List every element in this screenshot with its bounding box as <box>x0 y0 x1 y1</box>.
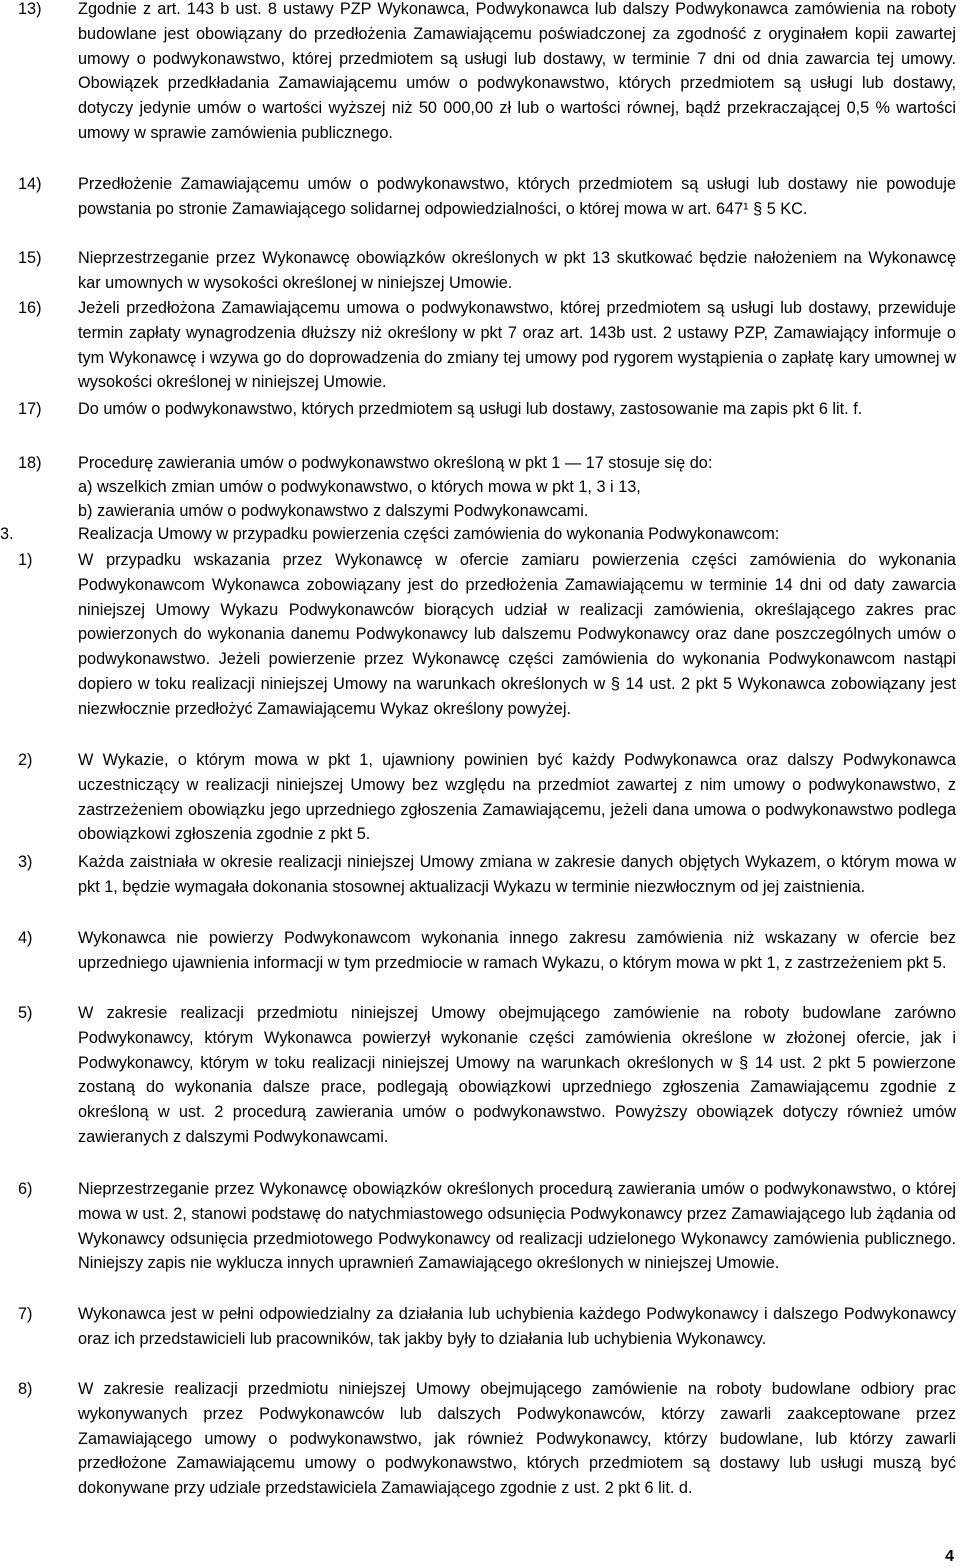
item-number: 6) <box>18 1180 33 1198</box>
item-number: 14) <box>18 175 42 193</box>
item-text: Nieprzestrzeganie przez Wykonawcę obowiązków określonych procedurą zawierania umów o podwykonawstwo, o której mowa w ust. 2, stanowi podstawę do natychmiastowego odsunięcia Podwykonawcy przez Zamawiającego lub żądania od Wykonawcy odsunięcia przedmiotowego Podwykonawcy od realizacji udzielonego Wykonawcy zamówienia publicznego. Niniejszy zapis nie wyklucza innych uprawnień Zamawiającego określonych w niniejszej Umowie. <box>78 1180 956 1273</box>
sec3-item-5 <box>18 1001 956 1150</box>
item-number: 18) <box>18 454 42 472</box>
list-item-15 <box>18 246 956 296</box>
sub-item-a: a) wszelkich zmian umów o podwykonawstwo, o których mowa w pkt 1, 3 i 13, <box>78 478 641 496</box>
sec3-item-8 <box>18 1377 956 1501</box>
item-text: Zgodnie z art. 143 b ust. 8 ustawy PZP Wykonawca, Podwykonawca lub dalszy Podwykonawca zamówienia na roboty budowlane jest obowiązany do przedłożenia Zamawiającemu poświadczonej za zgodność z oryginałem kopii zawartej umowy o podwykonawstwo, której przedmiotem są usługi lub dostawy, w terminie 7 dni od dnia zawarcia tej umowy. Obowiązek przedkładania Zamawiającemu umów o podwykonawstwo, których przedmiotem są usługi lub dostawy, dotyczy jedynie umów o wartości wyższej niż 50 000,00 zł lub o wartości równej, bądź przekraczającej 0,5 % wartości umowy w sprawie zamówienia publicznego. <box>78 0 956 142</box>
item-number: 5) <box>18 1004 33 1022</box>
section-title: Realizacja Umowy w przypadku powierzenia części zamówienia do wykonania Podwykonawcom: <box>78 525 780 543</box>
item-number: 2) <box>18 751 33 769</box>
list-item-14 <box>18 172 956 222</box>
item-text: W zakresie realizacji przedmiotu niniejszej Umowy obejmującego zamówienie na roboty budowlane zarówno Podwykonawcy, którym Wykonawca powierzył wykonanie części zamówienia określone w złożonej ofercie, jak i Podwykonawcy, którym w toku realizacji niniejszej Umowy na warunkach określonych w § 14 ust. 2 pkt 5 powierzone zostaną do wykonania dalsze prace, podlegają obowiązkowi uprzedniego zgłoszenia Zamawiającemu zgodnie z określoną w ust. 2 procedurą zawierania umów o podwykonawstwo. Powyższy obowiązek dotyczy również umów zawieranych z dalszymi Podwykonawcami. <box>78 1004 956 1146</box>
sec3-item-1 <box>18 548 956 722</box>
sec3-item-4 <box>18 926 956 976</box>
item-number: 17) <box>18 400 42 418</box>
item-text: Wykonawca nie powierzy Podwykonawcom wykonania innego zakresu zamówienia niż wskazany w ofercie bez uprzedniego ujawnienia informacji w tym przedmiocie w ramach Wykazu, o którym mowa w pkt 1, z zastrzeżeniem pkt 5. <box>78 929 956 972</box>
item-text: W Wykazie, o którym mowa w pkt 1, ujawniony powinien być każdy Podwykonawca oraz dalszy Podwykonawca uczestniczący w realizacji niniejszej Umowy bez względu na przedmiot zawartej z nim umowy o podwykonawstwo, z zastrzeżeniem obowiązku jego uprzedniego zgłoszenia Zamawiającemu, jeżeli dana umowa o podwykonawstwo podlega obowiązkowi zgłoszenia zgodnie z pkt 5. <box>78 751 956 844</box>
item-text: Każda zaistniała w okresie realizacji niniejszej Umowy zmiana w zakresie danych objętych Wykazem, o którym mowa w pkt 1, będzie wymagała dokonania stosownej aktualizacji Wykazu w terminie niezwłocznym od jej zaistnienia. <box>78 853 956 896</box>
item-text: Wykonawca jest w pełni odpowiedzialny za działania lub uchybienia każdego Podwykonawcy i dalszego Podwykonawcy oraz ich przedstawicieli lub pracowników, tak jakby były to działania lub uchybienia Wykonawcy. <box>78 1305 956 1348</box>
list-item-16 <box>18 296 956 395</box>
page-number: 4 <box>945 1548 954 1565</box>
item-text: W przypadku wskazania przez Wykonawcę w ofercie zamiaru powierzenia części zamówienia do wykonania Podwykonawcom Wykonawca zobowiązany jest do przedłożenia Zamawiającemu w terminie 14 dni od daty zawarcia niniejszej Umowy Wykazu Podwykonawców biorących udział w realizacji zamówienia, określającego zakres prac powierzonych do wykonania danemu Podwykonawcy lub dalszemu Podwykonawcy oraz dane poszczególnych umów o podwykonawstwo. Jeżeli powierzenie przez Wykonawcę części zamówienia do wykonania Podwykonawcom nastąpi dopiero w toku realizacji niniejszej Umowy na warunkach określonych w § 14 ust. 2 pkt 5 Wykonawca zobowiązany jest niezwłocznie przedłożyć Zamawiającemu Wykaz określony powyżej. <box>78 551 956 718</box>
item-number: 13) <box>18 0 42 18</box>
sec3-item-3 <box>18 850 956 900</box>
item-number: 8) <box>18 1380 33 1398</box>
item-number: 4) <box>18 929 33 947</box>
item-number: 15) <box>18 249 42 267</box>
item-text: Do umów o podwykonawstwo, których przedmiotem są usługi lub dostawy, zastosowanie ma zapis pkt 6 lit. f. <box>78 400 863 418</box>
item-text: W zakresie realizacji przedmiotu niniejszej Umowy obejmującego zamówienie na roboty budowlane odbiory prac wykonywanych przez Podwykonawców lub dalszych Podwykonawców, którzy zawarli zaakceptowane przez Zamawiającego umowy o podwykonawstwo, jak również Podwykonawcy, którzy budowlane, lub którzy zawarli przedłożone Zamawiającemu umowy o podwykonawstwo, których przedmiotem są dostawy lub usługi muszą być dokonywane przy udziale przedstawiciela Zamawiającego zgodnie z ust. 2 pkt 6 lit. d. <box>78 1380 956 1498</box>
list-item-17 <box>18 397 956 422</box>
sec3-item-6 <box>18 1177 956 1276</box>
section-number: 3. <box>0 525 14 543</box>
item-text: Jeżeli przedłożona Zamawiającemu umowa o podwykonawstwo, której przedmiotem są usługi lub dostawy, przewiduje termin zapłaty wynagrodzenia dłuższy niż określony w pkt 7 oraz art. 143b ust. 2 ustawy PZP, Zamawiający informuje o tym Wykonawcę i wzywa go do doprowadzenia do zmiany tej umowy pod rygorem wystąpienia o zapłatę kary umownej w wysokości określonej w niniejszej Umowie. <box>78 299 956 392</box>
list-item-13 <box>18 0 956 146</box>
item-number: 16) <box>18 299 42 317</box>
item-text: Przedłożenie Zamawiającemu umów o podwykonawstwo, których przedmiotem są usługi lub dostawy nie powoduje powstania po stronie Zamawiającego solidarnej odpowiedzialności, o której mowa w art. 647¹ § 5 KC. <box>78 175 956 218</box>
item-number: 1) <box>18 551 33 569</box>
item-text: Nieprzestrzeganie przez Wykonawcę obowiązków określonych w pkt 13 skutkować będzie nałożeniem na Wykonawcę kar umownych w wysokości określonej w niniejszej Umowie. <box>78 249 956 292</box>
item-number: 3) <box>18 853 33 871</box>
item-number: 7) <box>18 1305 33 1323</box>
sec3-item-2 <box>18 748 956 847</box>
sub-item-b: b) zawierania umów o podwykonawstwo z dalszymi Podwykonawcami. <box>78 502 589 520</box>
list-item-18 <box>18 451 956 476</box>
item-text: Procedurę zawierania umów o podwykonawstwo określoną w pkt 1 — 17 stosuje się do: <box>78 454 713 472</box>
sec3-item-7 <box>18 1302 956 1352</box>
